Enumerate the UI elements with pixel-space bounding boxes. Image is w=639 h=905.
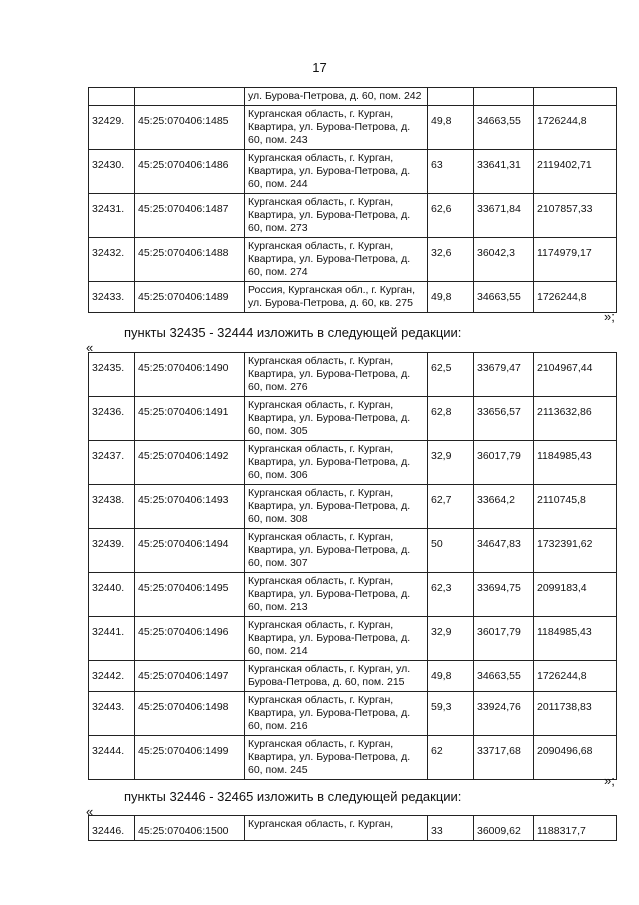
table-row bbox=[89, 397, 617, 441]
row-number: 32435. bbox=[89, 353, 135, 397]
area-cell bbox=[428, 88, 474, 106]
cadastral-value-cell: 2090496,68 bbox=[534, 736, 617, 780]
row-number: 32441. bbox=[89, 617, 135, 661]
table-row bbox=[89, 194, 617, 238]
address-cell: Курганская область, г. Курган, ул. Бурова-Петрова, д. 60, пом. 215 bbox=[245, 661, 428, 692]
area-cell: 49,8 bbox=[428, 106, 474, 150]
cadastral-number: 45:25:070406:1499 bbox=[135, 736, 245, 780]
area-cell: 62 bbox=[428, 736, 474, 780]
row-number: 32430. bbox=[89, 150, 135, 194]
cadastral-number: 45:25:070406:1490 bbox=[135, 353, 245, 397]
cadastral-number bbox=[135, 88, 245, 106]
unit-price-cell: 36009,62 bbox=[474, 816, 534, 841]
unit-price-cell: 33656,57 bbox=[474, 397, 534, 441]
cadastral-value-cell: 2113632,86 bbox=[534, 397, 617, 441]
address-cell: Курганская область, г. Курган, Квартира, ул. Бурова-Петрова, д. 60, пом. 306 bbox=[245, 441, 428, 485]
row-number bbox=[89, 88, 135, 106]
register-table-1 bbox=[88, 87, 617, 313]
address-cell: Курганская область, г. Курган, Квартира, ул. Бурова-Петрова, д. 60, пом. 307 bbox=[245, 529, 428, 573]
cadastral-number: 45:25:070406:1497 bbox=[135, 661, 245, 692]
table-row bbox=[89, 150, 617, 194]
cadastral-number: 45:25:070406:1496 bbox=[135, 617, 245, 661]
address-cell: Россия, Курганская обл., г. Курган, ул. Бурова-Петрова, д. 60, кв. 275 bbox=[245, 282, 428, 313]
cadastral-number: 45:25:070406:1485 bbox=[135, 106, 245, 150]
closing-quote-2: »; bbox=[604, 773, 615, 788]
address-cell: Курганская область, г. Курган, Квартира, ул. Бурова-Петрова, д. 60, пом. 216 bbox=[245, 692, 428, 736]
cadastral-number: 45:25:070406:1498 bbox=[135, 692, 245, 736]
cadastral-number: 45:25:070406:1488 bbox=[135, 238, 245, 282]
register-table-2 bbox=[88, 352, 617, 780]
cadastral-value-cell: 1726244,8 bbox=[534, 282, 617, 313]
table-row bbox=[89, 617, 617, 661]
area-cell: 33 bbox=[428, 816, 474, 841]
area-cell: 62,5 bbox=[428, 353, 474, 397]
address-cell: Курганская область, г. Курган, Квартира, ул. Бурова-Петрова, д. 60, пом. 243 bbox=[245, 106, 428, 150]
table-row bbox=[89, 88, 617, 106]
address-cell: Курганская область, г. Курган, Квартира, ул. Бурова-Петрова, д. 60, пом. 308 bbox=[245, 485, 428, 529]
row-number: 32439. bbox=[89, 529, 135, 573]
row-number: 32440. bbox=[89, 573, 135, 617]
unit-price-cell: 36017,79 bbox=[474, 441, 534, 485]
address-cell: Курганская область, г. Курган, Квартира, ул. Бурова-Петрова, д. 60, пом. 305 bbox=[245, 397, 428, 441]
address-cell: Курганская область, г. Курган, Квартира, ул. Бурова-Петрова, д. 60, пом. 274 bbox=[245, 238, 428, 282]
cadastral-value-cell: 1184985,43 bbox=[534, 441, 617, 485]
register-table-3 bbox=[88, 815, 617, 841]
cadastral-value-cell: 2107857,33 bbox=[534, 194, 617, 238]
table-row bbox=[89, 282, 617, 313]
opening-quote-1: « bbox=[86, 340, 94, 355]
closing-quote-1: »; bbox=[604, 309, 615, 324]
row-number: 32442. bbox=[89, 661, 135, 692]
unit-price-cell: 33641,31 bbox=[474, 150, 534, 194]
cadastral-number: 45:25:070406:1487 bbox=[135, 194, 245, 238]
cadastral-value-cell: 1184985,43 bbox=[534, 617, 617, 661]
unit-price-cell bbox=[474, 88, 534, 106]
row-number: 32429. bbox=[89, 106, 135, 150]
address-cell: Курганская область, г. Курган, Квартира, ул. Бурова-Петрова, д. 60, пом. 213 bbox=[245, 573, 428, 617]
unit-price-cell: 33679,47 bbox=[474, 353, 534, 397]
area-cell: 49,8 bbox=[428, 661, 474, 692]
row-number: 32436. bbox=[89, 397, 135, 441]
unit-price-cell: 33924,76 bbox=[474, 692, 534, 736]
row-number: 32444. bbox=[89, 736, 135, 780]
unit-price-cell: 34663,55 bbox=[474, 106, 534, 150]
cadastral-value-cell: 1174979,17 bbox=[534, 238, 617, 282]
table-row bbox=[89, 573, 617, 617]
cadastral-value-cell bbox=[534, 88, 617, 106]
address-cell: Курганская область, г. Курган, Квартира, ул. Бурова-Петрова, д. 60, пом. 276 bbox=[245, 353, 428, 397]
area-cell: 50 bbox=[428, 529, 474, 573]
unit-price-cell: 34663,55 bbox=[474, 661, 534, 692]
cadastral-number: 45:25:070406:1494 bbox=[135, 529, 245, 573]
table-row bbox=[89, 816, 617, 841]
table-row bbox=[89, 485, 617, 529]
row-number: 32438. bbox=[89, 485, 135, 529]
row-number: 32432. bbox=[89, 238, 135, 282]
cadastral-value-cell: 1732391,62 bbox=[534, 529, 617, 573]
area-cell: 59,3 bbox=[428, 692, 474, 736]
area-cell: 62,3 bbox=[428, 573, 474, 617]
area-cell: 62,7 bbox=[428, 485, 474, 529]
table-row bbox=[89, 238, 617, 282]
table-row bbox=[89, 353, 617, 397]
cadastral-number: 45:25:070406:1489 bbox=[135, 282, 245, 313]
table-row bbox=[89, 661, 617, 692]
cadastral-number: 45:25:070406:1500 bbox=[135, 816, 245, 841]
unit-price-cell: 34647,83 bbox=[474, 529, 534, 573]
cadastral-value-cell: 1726244,8 bbox=[534, 661, 617, 692]
row-number: 32443. bbox=[89, 692, 135, 736]
table-row bbox=[89, 736, 617, 780]
table-row bbox=[89, 106, 617, 150]
row-number: 32433. bbox=[89, 282, 135, 313]
unit-price-cell: 33694,75 bbox=[474, 573, 534, 617]
area-cell: 49,8 bbox=[428, 282, 474, 313]
cadastral-value-cell: 2119402,71 bbox=[534, 150, 617, 194]
area-cell: 62,6 bbox=[428, 194, 474, 238]
cadastral-number: 45:25:070406:1493 bbox=[135, 485, 245, 529]
unit-price-cell: 36042,3 bbox=[474, 238, 534, 282]
cadastral-number: 45:25:070406:1486 bbox=[135, 150, 245, 194]
amendment-paragraph-1: пункты 32435 - 32444 изложить в следующей редакции: bbox=[124, 325, 462, 340]
address-cell: Курганская область, г. Курган, Квартира, ул. Бурова-Петрова, д. 60, пом. 273 bbox=[245, 194, 428, 238]
unit-price-cell: 34663,55 bbox=[474, 282, 534, 313]
address-cell: Курганская область, г. Курган, Квартира, ул. Бурова-Петрова, д. 60, пом. 245 bbox=[245, 736, 428, 780]
unit-price-cell: 33717,68 bbox=[474, 736, 534, 780]
cadastral-value-cell: 2011738,83 bbox=[534, 692, 617, 736]
unit-price-cell: 33664,2 bbox=[474, 485, 534, 529]
cadastral-number: 45:25:070406:1492 bbox=[135, 441, 245, 485]
address-cell: Курганская область, г. Курган, Квартира, ул. Бурова-Петрова, д. 60, пом. 214 bbox=[245, 617, 428, 661]
row-number: 32431. bbox=[89, 194, 135, 238]
area-cell: 32,9 bbox=[428, 617, 474, 661]
address-cell: Курганская область, г. Курган, bbox=[245, 816, 428, 841]
area-cell: 32,9 bbox=[428, 441, 474, 485]
row-number: 32437. bbox=[89, 441, 135, 485]
cadastral-value-cell: 2110745,8 bbox=[534, 485, 617, 529]
area-cell: 63 bbox=[428, 150, 474, 194]
cadastral-value-cell: 1188317,7 bbox=[534, 816, 617, 841]
table-row bbox=[89, 529, 617, 573]
unit-price-cell: 33671,84 bbox=[474, 194, 534, 238]
cadastral-value-cell: 2099183,4 bbox=[534, 573, 617, 617]
cadastral-value-cell: 1726244,8 bbox=[534, 106, 617, 150]
area-cell: 32,6 bbox=[428, 238, 474, 282]
table-row bbox=[89, 441, 617, 485]
opening-quote-2: « bbox=[86, 804, 94, 819]
row-number: 32446. bbox=[89, 816, 135, 841]
page-number: 17 bbox=[312, 60, 327, 75]
amendment-paragraph-2: пункты 32446 - 32465 изложить в следующей редакции: bbox=[124, 789, 462, 804]
cadastral-number: 45:25:070406:1491 bbox=[135, 397, 245, 441]
cadastral-number: 45:25:070406:1495 bbox=[135, 573, 245, 617]
unit-price-cell: 36017,79 bbox=[474, 617, 534, 661]
table-row bbox=[89, 692, 617, 736]
address-cell: ул. Бурова-Петрова, д. 60, пом. 242 bbox=[245, 88, 428, 106]
cadastral-value-cell: 2104967,44 bbox=[534, 353, 617, 397]
area-cell: 62,8 bbox=[428, 397, 474, 441]
address-cell: Курганская область, г. Курган, Квартира, ул. Бурова-Петрова, д. 60, пом. 244 bbox=[245, 150, 428, 194]
